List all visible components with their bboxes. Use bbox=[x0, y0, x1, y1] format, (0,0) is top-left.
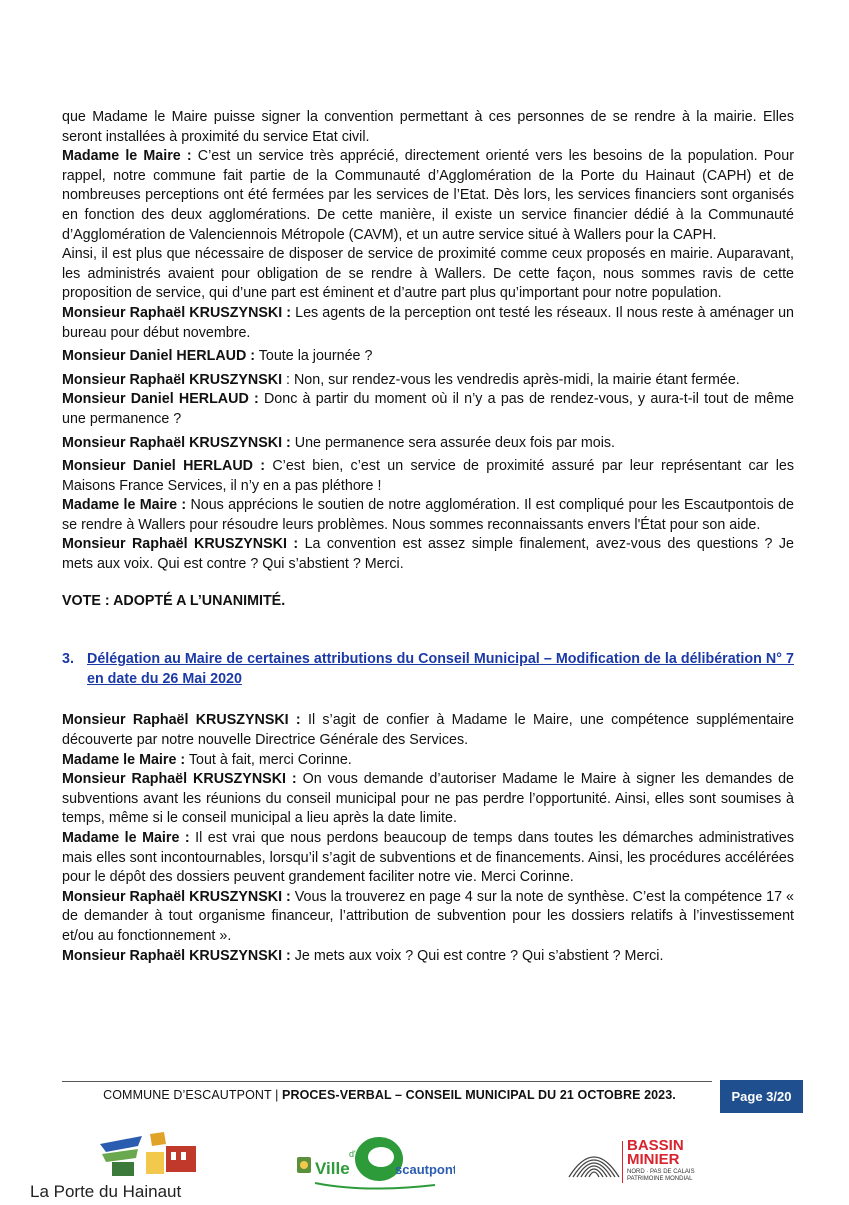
text: Ainsi, il est plus que nécessaire de disposer de service de proximité comme ceux proposés en mairie. Auparavant, les administrés avaient pour obligation de se rendre à Wallers. De cette façon, nous sommes ravis de cette proposition de service, qui d’une part est éminent et d’autre part plus qu’important pour notre population. bbox=[62, 246, 794, 302]
footer-divider bbox=[62, 1081, 712, 1082]
text: On vous demande d’autoriser Madame le Maire à signer les demandes de subventions avant les réunions du conseil municipal pour ne pas perdre l’opportunité. Ainsi, elles sont soumises à temps, même si le conseil municipal a lieu après la date limite. bbox=[62, 771, 795, 827]
porte-du-hainaut-logo bbox=[30, 1130, 210, 1200]
speaker: Monsieur Raphaël KRUSZYNSKI : bbox=[62, 712, 301, 729]
porte-du-hainaut-text: La Porte du Hainaut bbox=[30, 1182, 182, 1201]
bassin-minier-title bbox=[627, 1139, 684, 1167]
paragraph bbox=[62, 888, 794, 947]
paragraph bbox=[62, 304, 794, 343]
escautpont-logo bbox=[295, 1133, 455, 1200]
footer-commune: COMMUNE D’ESCAUTPONT | bbox=[103, 1088, 283, 1102]
speaker: Monsieur Daniel HERLAUD : bbox=[62, 391, 259, 408]
paragraph bbox=[62, 245, 794, 304]
paragraph bbox=[62, 108, 794, 147]
footer-text bbox=[62, 1088, 717, 1102]
speaker: Monsieur Daniel HERLAUD : bbox=[62, 348, 256, 365]
text: Il est vrai que nous perdons beaucoup de temps dans toutes les démarches administratives mais elles sont incontournables, lorsqu’il s’agit de subventions et de financements. Ainsi, les procédures accélérées pour le dépôt des dossiers peuvent grandement faciliter notre vie. Merci Corinne. bbox=[62, 830, 794, 886]
paragraph bbox=[62, 147, 794, 245]
paragraph bbox=[62, 347, 794, 367]
bassin-minier-logo bbox=[565, 1135, 705, 1200]
text: Je mets aux voix ? Qui est contre ? Qui s’abstient ? Merci. bbox=[290, 947, 664, 964]
paragraph bbox=[62, 496, 794, 535]
speaker: Monsieur Raphaël KRUSZYNSKI : bbox=[62, 304, 292, 321]
speaker: Monsieur Daniel HERLAUD : bbox=[62, 458, 266, 475]
ville-text: Ville bbox=[315, 1159, 350, 1178]
section-number: 3. bbox=[62, 651, 74, 668]
bassin-minier-emblem-icon bbox=[565, 1137, 623, 1187]
porte-du-hainaut-emblem-icon bbox=[80, 1130, 210, 1180]
paragraph bbox=[62, 947, 794, 967]
text: : Non, sur rendez-vous les vendredis après-midi, la mairie étant fermée. bbox=[282, 371, 740, 388]
text: Toute la journée ? bbox=[255, 348, 373, 365]
nord-pas-de-calais-text: NORD · PAS DE CALAIS bbox=[627, 1169, 695, 1175]
section-title: Délégation au Maire de certaines attributions du Conseil Municipal – Modification de la délibération N° 7 en date du 26 Mai 2020 bbox=[87, 651, 794, 687]
speaker: Monsieur Raphaël KRUSZYNSKI : bbox=[62, 947, 291, 964]
paragraph bbox=[62, 535, 794, 574]
speaker: Madame le Maire : bbox=[62, 751, 186, 768]
text: que Madame le Maire puisse signer la convention permettant à ces personnes de se rendre à la mairie. Elles seront installées à proximité du service Etat civil. bbox=[62, 109, 794, 145]
speaker: Madame le Maire : bbox=[62, 148, 192, 165]
paragraph bbox=[62, 434, 794, 454]
minier-text: MINIER bbox=[627, 1151, 680, 1168]
text: C’est bien, c’est un service de proximité assuré par leur représentant car les Maisons France Services, il n’y en a pas pléthore ! bbox=[62, 458, 794, 494]
vote-result: VOTE : ADOPTÉ A L’UNANIMITÉ. bbox=[62, 592, 286, 609]
escautpont-text: scautpont bbox=[395, 1162, 455, 1177]
paragraph bbox=[62, 770, 794, 829]
paragraph bbox=[62, 751, 794, 771]
footer-title: PROCES-VERBAL – CONSEIL MUNICIPAL DU 21 OCTOBRE 2023. bbox=[282, 1088, 676, 1102]
text: Une permanence sera assurée deux fois par mois. bbox=[290, 434, 616, 451]
speaker: Madame le Maire : bbox=[62, 497, 187, 514]
paragraph bbox=[62, 457, 794, 496]
speaker: Monsieur Raphaël KRUSZYNSKI : bbox=[62, 771, 297, 788]
ville-d-text: d' bbox=[349, 1149, 356, 1159]
patrimoine-mondial-text: PATRIMOINE MONDIAL bbox=[627, 1176, 693, 1182]
text: Donc à partir du moment où il n’y a pas de rendez-vous, y aura-t-il tout de même une permanence ? bbox=[62, 391, 794, 427]
text: Vous la trouverez en page 4 sur la note de synthèse. C’est la compétence 17 « de demander à tout organisme financeur, l’attribution de subvention pour les dossiers relatifs à l’investissement et/ou au fonctionnement ». bbox=[62, 888, 795, 944]
paragraph bbox=[62, 371, 794, 391]
text: C’est un service très apprécié, directement orienté vers les besoins de la population. Pour rappel, notre commune fait partie de la Communauté d’Agglomération de la Porte du Hainaut (CAPH) et de nombreuses perceptions ont été fermées par les services de l’Etat. Dès lors, les services financiers sont organisés en fonction des deux agglomérations. De cette manière, il existe un service financier dédié à la Communauté d’Agglomération de Valenciennois Métropole (CAVM), et un autre service situé à Wallers pour la CAPH. bbox=[62, 148, 794, 243]
speaker: Monsieur Raphaël KRUSZYNSKI bbox=[62, 371, 283, 388]
paragraph bbox=[62, 711, 794, 750]
page-number: Page 3/20 bbox=[720, 1080, 803, 1113]
document-body bbox=[62, 108, 794, 966]
text: Nous apprécions le soutien de notre agglomération. Il est compliqué pour les Escautpontois de se rendre à Wallers pour résoudre leurs problèmes. Nous sommes reconnaissants envers l'État pour son aide. bbox=[62, 497, 794, 533]
section-heading bbox=[62, 650, 794, 689]
bassin-minier-subtitle bbox=[627, 1169, 695, 1183]
escautpont-emblem-icon bbox=[295, 1133, 455, 1200]
text: Il s’agit de confier à Madame le Maire, une compétence supplémentaire découverte par notre nouvelle Directrice Générale des Services. bbox=[62, 712, 795, 749]
paragraph bbox=[62, 829, 794, 888]
text: Tout à fait, merci Corinne. bbox=[185, 751, 352, 768]
bassin-text: BASSIN bbox=[627, 1137, 684, 1154]
text: La convention est assez simple finalement, avez-vous des questions ? Je mets aux voix. Qui est contre ? Qui s’abstient ? Merci. bbox=[62, 536, 794, 573]
speaker: Monsieur Raphaël KRUSZYNSKI : bbox=[62, 434, 291, 451]
speaker: Monsieur Raphaël KRUSZYNSKI : bbox=[62, 888, 291, 905]
paragraph bbox=[62, 390, 794, 429]
speaker: Monsieur Raphaël KRUSZYNSKI : bbox=[62, 536, 299, 553]
speaker: Madame le Maire : bbox=[62, 830, 190, 846]
text: Les agents de la perception ont testé les réseaux. Il nous reste à aménager un bureau pour début novembre. bbox=[62, 304, 794, 341]
